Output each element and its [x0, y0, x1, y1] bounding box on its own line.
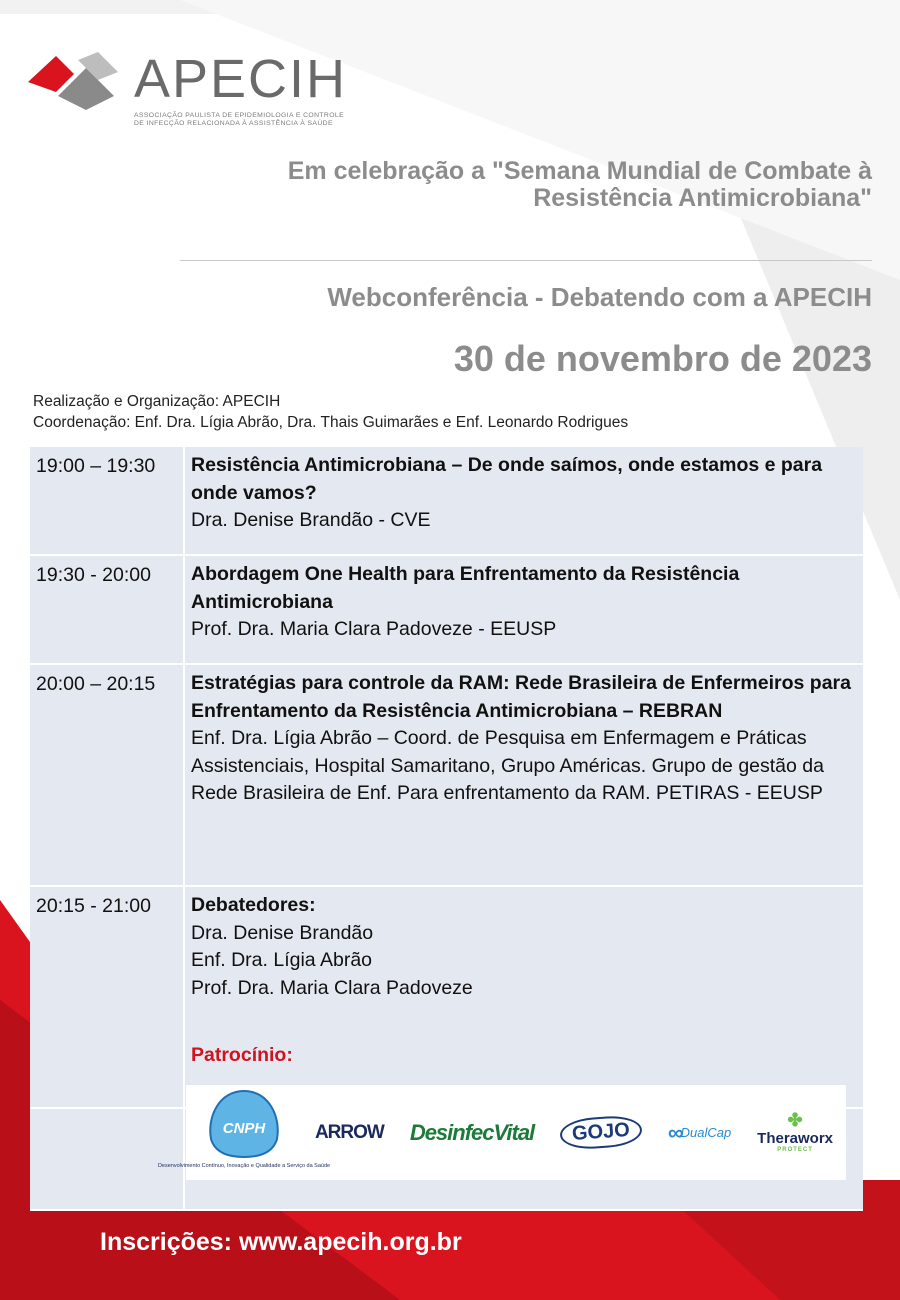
sponsorship-label: Patrocínio: — [191, 1044, 293, 1066]
cnph-logo-text: CNPH — [222, 1119, 266, 1137]
session-title: Estratégias para controle da RAM: Rede Brasileira de Enfermeiros para Enfrentamento da Resistência Antimicrobiana – REBRAN — [191, 672, 851, 722]
schedule-time: 20:00 – 20:15 — [30, 665, 185, 885]
theraworx-logo-text: Theraworx — [757, 1129, 834, 1147]
sponsor-desinfecvital: DesinfecVital — [409, 1119, 535, 1145]
session-speaker: Dra. Denise Brandão - CVE — [191, 509, 431, 531]
session-speaker: Enf. Dra. Lígia Abrão – Coord. de Pesquisa em Enfermagem e Práticas Assistenciais, Hospital Samaritano, Grupo Américas. Grupo de gestão da Rede Brasileira de Enf. Para enfrentamento da RAM. PETIRAS - EEUSP — [191, 727, 824, 804]
header-divider — [180, 260, 872, 261]
organization-info — [33, 391, 628, 433]
theraworx-leaf-icon: ✤ — [787, 1110, 803, 1131]
schedule-content — [185, 556, 863, 663]
session-title: Abordagem One Health para Enfrentamento da Resistência Antimicrobiana — [191, 563, 740, 613]
schedule-row — [30, 887, 863, 1109]
apecih-logo-icon — [28, 52, 128, 110]
sponsor-theraworx — [757, 1111, 833, 1154]
schedule-time-empty — [30, 1109, 185, 1209]
session-title: Resistência Antimicrobiana – De onde saímos, onde estamos e para onde vamos? — [191, 454, 823, 504]
coordination-line: Coordenação: Enf. Dra. Lígia Abrão, Dra. Thais Guimarães e Enf. Leonardo Rodrigues — [33, 414, 629, 431]
schedule-content — [185, 887, 863, 1107]
schedule-time: 20:15 - 21:00 — [30, 887, 185, 1107]
celebration-heading: Em celebração a "Semana Mundial de Combate à Resistência Antimicrobiana" — [287, 157, 872, 212]
sponsor-dualcap — [668, 1120, 731, 1146]
session-speaker: Prof. Dra. Maria Clara Padoveze - EEUSP — [191, 618, 557, 640]
schedule-time: 19:30 - 20:00 — [30, 556, 185, 663]
schedule-row — [30, 556, 863, 665]
sponsor-arrow: ARROW — [314, 1121, 384, 1143]
apecih-logo-text: APECIH — [134, 49, 348, 109]
dualcap-logo-text: DualCap — [680, 1125, 732, 1140]
schedule-time: 19:00 – 19:30 — [30, 447, 185, 554]
sponsor-gojo: GOJO — [559, 1114, 643, 1151]
sponsor-logos — [157, 1085, 846, 1180]
event-date: 30 de novembro de 2023 — [453, 338, 872, 379]
apecih-logo-tagline: ASSOCIAÇÃO PAULISTA DE EPIDEMIOLOGIA E CONTROLE DE INFECÇÃO RELACIONADA À ASSISTÊNCIA À SAÚDE — [134, 112, 345, 127]
registration-link[interactable]: Inscrições: www.apecih.org.br — [100, 1228, 462, 1256]
debater: Enf. Dra. Lígia Abrão — [191, 949, 373, 971]
schedule-content — [185, 447, 863, 554]
sponsor-cnph — [157, 1087, 331, 1179]
schedule-row — [30, 447, 863, 556]
cnph-logo-caption: Desenvolvimento Contínuo, Inovação e Qualidade a Serviço da Saúde — [157, 1162, 331, 1169]
session-title: Debatedores: — [191, 894, 316, 916]
debater: Dra. Denise Brandão — [191, 921, 374, 944]
debater: Prof. Dra. Maria Clara Padoveze — [191, 976, 473, 999]
realization-line: Realização e Organização: APECIH — [33, 393, 281, 410]
dualcap-infinity-icon: ∞ — [667, 1119, 681, 1145]
schedule-row — [30, 665, 863, 887]
cnph-logo-icon — [157, 1087, 331, 1179]
schedule-content — [185, 665, 863, 885]
webconference-title: Webconferência - Debatendo com a APECIH — [327, 282, 872, 312]
theraworx-logo-caption: PROTECT — [777, 1147, 813, 1154]
